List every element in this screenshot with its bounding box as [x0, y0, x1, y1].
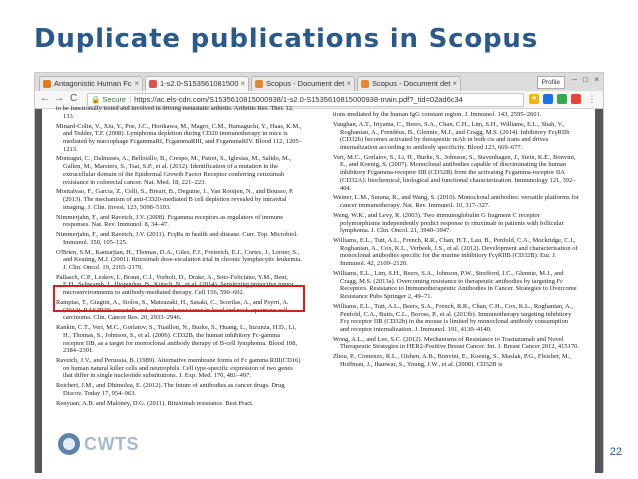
secure-label: Secure [102, 95, 127, 104]
close-tab-icon[interactable]: × [134, 79, 139, 88]
references-right-column [333, 111, 579, 371]
forward-icon[interactable]: → [54, 93, 64, 104]
cwts-logo [58, 431, 140, 457]
reference-entry: Rankin, C.T., Veri, M.C., Gorlatov, S., Tuaillon, N., Burke, S., Huang, L., Inzunza, H.D., Li, H., Thomas, S., Johnson, S., et al. (2006). CD32B, the human inhibitory Fc-gamma receptor IIB, as a target for monoclonal antibody therapy of B-cell lymphoma. Blood 108, 2384–2391. [56, 324, 298, 355]
tab-label: Antagonistic Human Fc [54, 79, 132, 88]
reference-entry: Wong, A.L., and Lee, S.C. (2012). Mechanisms of Resistance to Trastuzumab and Novel Therapeutic Strategies in HER2-Positive Breast Cancer. Int. J. Breast Cancer 2012, 415170. [333, 335, 579, 351]
star-icon[interactable]: ★ [530, 95, 538, 102]
reference-entry: Minard-Colin, V., Xiu, Y., Poe, J.C., Horikawa, M., Magro, C.M., Hamaguchi, Y., Haas, K.M., and Tedder, T.F. (2008). Lymphoma depletion during CD20 immunotherapy in mice is mediated by macrophage FcgammaRI, FcgammaRIII, and FcgammaRIV. Blood 112, 1205–1213. [56, 122, 302, 153]
reference-entry: Veri, M.C., Gorlatov, S., Li, H., Burke, S., Johnson, S., Stavenhagen, J., Stein, K.E., Bonvini, E., and Koenig, S. (2007). Monoclonal antibodies capable of discriminating the human inhibitory Fcgamma-receptor IIB (CD32B) from the activating Fcgamma-receptor IIA (CD32A): biochemical, biological and functional characterization. Immunology 121, 392–404. [333, 153, 576, 192]
separator: | [129, 95, 132, 104]
menu-icon[interactable]: ⋮ [587, 94, 597, 104]
reference-entry: Nimmerjahn, F., and Ravetch, J.V. (2011). FcγRs in health and disease. Curr. Top. Microbiol. Immunol. 350, 105–125. [56, 231, 298, 246]
reference-entry: O'Brien, S.M., Kantarjian, H., Thomas, D.A., Giles, F.J., Freireich, E.J., Cortes, J., Lerner, S., and Keating, M.J. (2001). Rituximab dose-escalation trial in chronic lymphocytic leukemia. J. Clin. Oncol. 19, 2165–2170. [56, 248, 302, 271]
reference-entry: Weng, W.K., and Levy, R. (2003). Two immunoglobulin G fragment C receptor polymorphisms independently predict response to rituximab in patients with follicular lymphoma. J. Clin. Oncol. 21, 3940–3947. [333, 211, 564, 235]
reference-entry: Weiner, L.M., Surana, R., and Wang, S. (2010). Monoclonal antibodies: versatile platforms for cancer immunotherapy. Nat. Rev. Immunol. 10, 317–327. [333, 194, 579, 210]
tab-scopus-2[interactable] [357, 76, 461, 91]
cwts-logo-icon [58, 433, 80, 455]
reference-entry: Reichert, J.M., and Dhimolea, E. (2012). The future of antibodies as cancer drugs. Drug Discov. Today 17, 954–963. [56, 382, 285, 397]
reference-entry: Williams, E.L., Lim, S.H., Beers, S.A., Johnson, P.W., Strefford, J.C., Glennie, M.J., and Cragg, M.S. (2013a). Overcoming resistance to therapeutic antibodies by targeting Fc Receptors. Resistance to Immunotherapeutic Antibodies in Cancer. Strategies to Overcome Resistance Pubs Springer 2, 49–71. [333, 269, 577, 301]
extension-icon[interactable] [543, 94, 553, 104]
reference-entry: to be functionally tested and involved in driving metastatic arthritis. Arthritis Res. Ther. 12, 133. [56, 105, 294, 120]
close-tab-icon[interactable]: × [452, 79, 457, 88]
reference-entry: tions mediated by the human IgG constant region. J. Immunol. 143, 2595–2601. [333, 111, 542, 118]
lock-icon: 🔒 [91, 95, 101, 104]
pdf-favicon-icon [149, 80, 157, 88]
tab-bar [35, 73, 603, 91]
reference-entry: Montagut, C., Dalmases, A., Bellosillo, B., Crespo, M., Pairet, S., Iglesias, M., Salido, M., Gallen, M., Marsters, S., Tsai, S.P., et al. (2012). Identification of a mutation in the extracellular domain of the Epidermal Growth Factor Receptor conferring cetuximab resistance in colorectal cancer. Nat. Med. 18, 221–223. [56, 155, 292, 186]
close-window-icon[interactable]: × [594, 75, 599, 84]
close-tab-icon[interactable]: × [240, 79, 245, 88]
tab-label: 1-s2.0-S153561081500 [160, 79, 239, 88]
tab-pdf[interactable] [145, 76, 249, 91]
reference-entry: Zhou, P., Comenzo, R.L., Olshen, A.B., Bonvini, E., Koenig, S., Maslak, P.G., Fleisher, M., Hoffman, J., Jhanwar, S., Young, J.W., et al. (2008). CD32B is [333, 353, 571, 368]
reference-entry: Williams, E.L., Tutt, A.L., Beers, S.A., French, R.R., Chan, C.H., Cox, K.L., Roghanian, A., Penfold, C.A., Butts, C.L., Boross, P., et al. (2013b). Immunotherapy targeting inhibitory Fcγ receptor IIB (CD32b) in the mouse is limited by monoclonal antibody consumption and receptor internalization. J. Immunol. 191, 4130–4140. [333, 302, 573, 333]
tab-label: Scopus - Document det [266, 79, 345, 88]
reference-entry: Williams, E.L., Tutt, A.L., French, R.R., Chan, H.T., Lau, B., Penfold, C.A., Mockridge, C.I., Roghanian, A., Cox, K.L., Verbeek, J.S., et al. (2012). Development and characterisation of monoclonal antibodies specific for the murine inhibitory FcγRIIB (CD32B). Eur. J. Immunol. 42, 2109–2120. [333, 237, 578, 268]
scopus-favicon-icon [361, 80, 369, 88]
page-number: 22 [609, 446, 622, 458]
tab-label: Scopus - Document det [372, 79, 451, 88]
profile-button[interactable]: Profile [537, 76, 565, 89]
minimize-icon[interactable]: – [572, 75, 577, 84]
tab-antagonistic[interactable] [39, 76, 143, 91]
reference-entry: Nimmerjahn, F., and Ravetch, J.V. (2008). Fcgamma receptors as regulators of immune responses. Nat. Rev. Immunol. 8, 34–47. [56, 213, 284, 229]
duplicate-highlight-box [53, 285, 305, 312]
reference-entry: Renyuan, A.B. and Maloney, D.G. (2011). Rituximab resistance. Best Pract. [56, 399, 254, 407]
pdf-page [42, 105, 595, 473]
extension-icon[interactable] [557, 94, 567, 104]
maximize-icon[interactable]: □ [583, 75, 588, 84]
tab-scopus-1[interactable] [251, 76, 355, 91]
logo-text: CWTS [84, 434, 139, 454]
reference-entry: Rampias, T., Giagini, A., Siolos, S., Matsuzaki, H., Sasaki, C., Scorilas, A., and Psyrri, A. (2014). RAS/PI3K crosstalk and cetuximab resistance in head and neck squamous cell carcinoma. Clin. Cancer Res. 20, 2933–2946. [56, 298, 289, 322]
favicon-icon [43, 80, 51, 88]
slide-title: Duplicate publications in Scopus [34, 24, 539, 54]
extension-icon[interactable] [571, 94, 581, 104]
reference-entry: Montalvao, F., Garcia, Z., Celli, S., Breart, B., Deguine, J., Van Rooijen, N., and Bousso, P. (2013). The mechanism of anti-CD20-mediated B cell depletion revealed by intravital imaging. J. Clin. Invest. 123, 5098–5103. [56, 188, 294, 211]
reload-icon[interactable]: C [70, 93, 78, 104]
references-left-column [56, 105, 302, 410]
back-icon[interactable]: ← [40, 93, 50, 104]
reference-entry: Ravetch, J.V., and Perussia, B. (1989). Alternative membrane forms of Fc gamma RIII(CD16) on human natural killer cells and neutrophils. Cell type-specific expression of two genes that differ in single nucleotide substitutions. J. Exp. Med. 170, 481–497. [56, 357, 301, 380]
url-text: https://ac.els-cdn.com/S1535610815000938/1-s2.0-S1535610815000938-main.pdf?_tid=02ad6c34 [134, 95, 463, 104]
reference-entry: Vaughan, A.T., Iriyama, C., Beers, S.A., Chan, C.H., Lim, S.H., Williams, E.L., Shah, V., Roghanian, A., Frendéus, B., Glennie, M.J., and Cragg, M.S. (2014). Inhibitory FcγRIIb (CD32b) becomes activated by therapeutic mAb in both cis and trans and drives internalization according to antibody specificity. Blood 123, 669–677. [333, 120, 570, 151]
reference-entry: Pallasch, C.P., Leskov, I., Braun, C.J., Vorholt, D., Drake, A., Soto-Feliciano, Y.M., Bent, E.H., Schwamb, J., Iliopoulou, B., Kutsch, N., et al. (2014). Sensitizing protective tumor microenvironments to antibody-mediated therapy. Cell 156, 590–602. [56, 273, 294, 297]
browser-window [34, 72, 604, 472]
pdf-viewer[interactable] [35, 105, 603, 473]
close-tab-icon[interactable]: × [346, 79, 351, 88]
scopus-favicon-icon [255, 80, 263, 88]
